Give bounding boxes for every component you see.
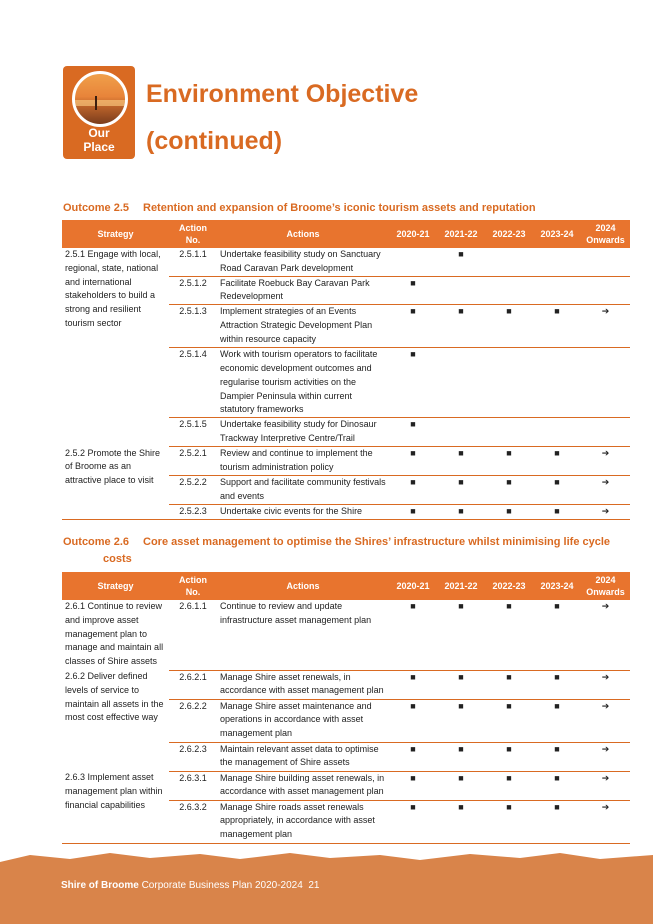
ongoing-arrow: ➔	[581, 800, 630, 843]
action-number: 2.6.1.1	[169, 600, 217, 670]
outcome-title-wrap: costs	[103, 553, 132, 565]
empty-year-cell	[533, 418, 581, 447]
scheduled-marker: ■	[437, 670, 485, 699]
outcome-number: Outcome 2.5	[63, 202, 130, 214]
scheduled-marker: ■	[389, 276, 437, 305]
action-text: Undertake feasibility study on Sanctuary Road Caravan Park development	[217, 248, 389, 276]
table-row	[62, 248, 630, 276]
scheduled-marker: ■	[437, 447, 485, 476]
scheduled-marker: ■	[437, 476, 485, 505]
ongoing-arrow: ➔	[581, 600, 630, 670]
strategy-cell: 2.5.1 Engage with local, regional, state, national and international stakeholders to build a strong and resilient tourism sector	[65, 249, 161, 328]
scheduled-marker: ■	[485, 670, 533, 699]
scheduled-marker: ■	[485, 699, 533, 742]
footer-doc: Corporate Business Plan 2020-2024	[141, 880, 303, 891]
scheduled-marker: ■	[389, 800, 437, 843]
action-text: Manage Shire building asset renewals, in accordance with asset management plan	[217, 771, 389, 800]
strategy-cell: 2.5.2 Promote the Shire of Broome as an attractive place to visit	[62, 447, 169, 520]
scheduled-marker: ■	[389, 348, 437, 418]
column-header: 2021-22	[437, 220, 485, 248]
scheduled-marker: ■	[389, 742, 437, 771]
empty-year-cell	[533, 348, 581, 418]
page-number: 21	[308, 880, 320, 891]
action-number: 2.6.3.2	[169, 800, 217, 843]
action-number: 2.6.2.2	[169, 699, 217, 742]
scheduled-marker: ■	[437, 771, 485, 800]
page-title: Environment Objective	[146, 80, 419, 108]
outcome-heading	[63, 200, 629, 217]
column-header: 2020-21	[389, 572, 437, 600]
empty-year-cell	[485, 418, 533, 447]
table-row	[62, 447, 630, 476]
scheduled-marker: ■	[437, 800, 485, 843]
action-number: 2.6.2.3	[169, 742, 217, 771]
scheduled-marker: ■	[533, 600, 581, 670]
scheduled-marker: ■	[533, 742, 581, 771]
column-header: 2023-24	[533, 572, 581, 600]
action-text: Facilitate Roebuck Bay Caravan Park Redevelopment	[217, 276, 389, 305]
table-row	[62, 600, 630, 670]
scheduled-marker: ■	[533, 800, 581, 843]
scheduled-marker: ■	[437, 505, 485, 520]
scheduled-marker: ■	[389, 670, 437, 699]
empty-year-cell	[581, 276, 630, 305]
footer-band	[0, 862, 653, 924]
badge-line-1: Our	[88, 126, 110, 140]
action-text: Continue to review and update infrastructure asset management plan	[217, 600, 389, 670]
action-number: 2.5.1.2	[169, 276, 217, 305]
empty-year-cell	[581, 248, 630, 276]
action-text: Undertake feasibility study for Dinosaur Trackway Interpretive Centre/Trail	[217, 418, 389, 447]
column-header: 2021-22	[437, 572, 485, 600]
scheduled-marker: ■	[533, 476, 581, 505]
ongoing-arrow: ➔	[581, 505, 630, 520]
empty-year-cell	[485, 276, 533, 305]
scheduled-marker: ■	[437, 742, 485, 771]
scheduled-marker: ■	[389, 771, 437, 800]
strategy-cell: 2.6.1 Continue to review and improve asset management plan to manage and maintain all classes of Shire assets	[65, 601, 164, 667]
scheduled-marker: ■	[389, 476, 437, 505]
column-header-line: 2024	[595, 223, 616, 233]
scheduled-marker: ■	[533, 305, 581, 348]
scheduled-marker: ■	[389, 699, 437, 742]
column-header-line: 2024	[595, 575, 616, 585]
ongoing-arrow: ➔	[581, 699, 630, 742]
scheduled-marker: ■	[485, 476, 533, 505]
action-number: 2.5.1.3	[169, 305, 217, 348]
scheduled-marker: ■	[389, 505, 437, 520]
action-text: Manage Shire asset maintenance and operations in accordance with asset management plan	[217, 699, 389, 742]
scheduled-marker: ■	[389, 305, 437, 348]
scheduled-marker: ■	[533, 505, 581, 520]
empty-year-cell	[581, 418, 630, 447]
ongoing-arrow: ➔	[581, 771, 630, 800]
ongoing-arrow: ➔	[581, 476, 630, 505]
table-header-row	[62, 572, 630, 600]
scheduled-marker: ■	[485, 742, 533, 771]
column-header: 2023-24	[533, 220, 581, 248]
empty-year-cell	[533, 276, 581, 305]
column-header: 2022-23	[485, 572, 533, 600]
badge-line-2: Place	[83, 140, 115, 154]
ongoing-arrow: ➔	[581, 742, 630, 771]
outcome-number: Outcome 2.6	[63, 536, 130, 548]
ongoing-arrow: ➔	[581, 670, 630, 699]
action-text: Manage Shire asset renewals, in accordance with asset management plan	[217, 670, 389, 699]
scheduled-marker: ■	[389, 447, 437, 476]
empty-year-cell	[485, 248, 533, 276]
action-text: Support and facilitate community festivals and events	[217, 476, 389, 505]
action-number: 2.5.2.2	[169, 476, 217, 505]
column-header: Actions	[217, 572, 389, 600]
scheduled-marker: ■	[485, 800, 533, 843]
scheduled-marker: ■	[389, 600, 437, 670]
empty-year-cell	[437, 418, 485, 447]
outcome-title: Retention and expansion of Broome’s iconic tourism assets and reputation	[143, 202, 536, 214]
scheduled-marker: ■	[485, 505, 533, 520]
action-number: 2.5.2.1	[169, 447, 217, 476]
column-header-line: Onwards	[586, 235, 625, 245]
empty-year-cell	[437, 276, 485, 305]
empty-year-cell	[533, 248, 581, 276]
action-text: Manage Shire roads asset renewals appropriately, in accordance with asset management plan	[217, 800, 389, 843]
ongoing-arrow: ➔	[581, 447, 630, 476]
column-header: 2020-21	[389, 220, 437, 248]
scheduled-marker: ■	[533, 771, 581, 800]
scheduled-marker: ■	[485, 305, 533, 348]
empty-year-cell	[437, 348, 485, 418]
action-number: 2.5.2.3	[169, 505, 217, 520]
column-header: Strategy	[62, 572, 169, 600]
footer-text	[61, 880, 319, 891]
action-text: Review and continue to implement the tourism administration policy	[217, 447, 389, 476]
action-number: 2.6.2.1	[169, 670, 217, 699]
scheduled-marker: ■	[389, 418, 437, 447]
column-header	[581, 572, 630, 600]
sunset-jetty-photo	[72, 71, 128, 127]
action-text: Work with tourism operators to facilitate economic development outcomes and regularise tourism activities on the Dampier Peninsula within current statutory frameworks	[217, 348, 389, 418]
table-header-row	[62, 220, 630, 248]
scheduled-marker: ■	[437, 248, 485, 276]
action-number: 2.5.1.4	[169, 348, 217, 418]
table-row	[62, 771, 630, 800]
action-table	[62, 572, 630, 844]
badge-label	[63, 126, 135, 154]
action-text: Undertake civic events for the Shire	[217, 505, 389, 520]
scheduled-marker: ■	[437, 305, 485, 348]
action-text: Implement strategies of an Events Attraction Strategic Development Plan within resource capacity	[217, 305, 389, 348]
column-header: Strategy	[62, 220, 169, 248]
empty-year-cell	[485, 348, 533, 418]
action-table	[62, 220, 630, 520]
strategy-cell: 2.6.3 Implement asset management plan within financial capabilities	[62, 771, 169, 843]
scheduled-marker: ■	[533, 447, 581, 476]
action-text: Maintain relevant asset data to optimise the management of Shire assets	[217, 742, 389, 771]
strategy-cell: 2.6.2 Deliver defined levels of service to maintain all assets in the most cost effective way	[65, 671, 164, 723]
column-header: Actions	[217, 220, 389, 248]
empty-year-cell	[389, 248, 437, 276]
scheduled-marker: ■	[485, 771, 533, 800]
column-header: Action No.	[169, 220, 217, 248]
footer-org: Shire of Broome	[61, 880, 139, 891]
scheduled-marker: ■	[437, 600, 485, 670]
page-title-continued: (continued)	[146, 127, 283, 155]
scheduled-marker: ■	[485, 600, 533, 670]
column-header-line: Onwards	[586, 587, 625, 597]
brush-edge-graphic	[0, 850, 653, 864]
ongoing-arrow: ➔	[581, 305, 630, 348]
column-header: Action No.	[169, 572, 217, 600]
scheduled-marker: ■	[485, 447, 533, 476]
scheduled-marker: ■	[533, 670, 581, 699]
empty-year-cell	[581, 348, 630, 418]
action-number: 2.5.1.1	[169, 248, 217, 276]
column-header	[581, 220, 630, 248]
scheduled-marker: ■	[533, 699, 581, 742]
table-row	[62, 670, 630, 699]
our-place-badge	[63, 66, 135, 159]
action-number: 2.6.3.1	[169, 771, 217, 800]
outcome-heading	[63, 534, 629, 568]
scheduled-marker: ■	[437, 699, 485, 742]
action-number: 2.5.1.5	[169, 418, 217, 447]
column-header: 2022-23	[485, 220, 533, 248]
outcome-title: Core asset management to optimise the Shires’ infrastructure whilst minimising life cycle	[143, 536, 611, 548]
